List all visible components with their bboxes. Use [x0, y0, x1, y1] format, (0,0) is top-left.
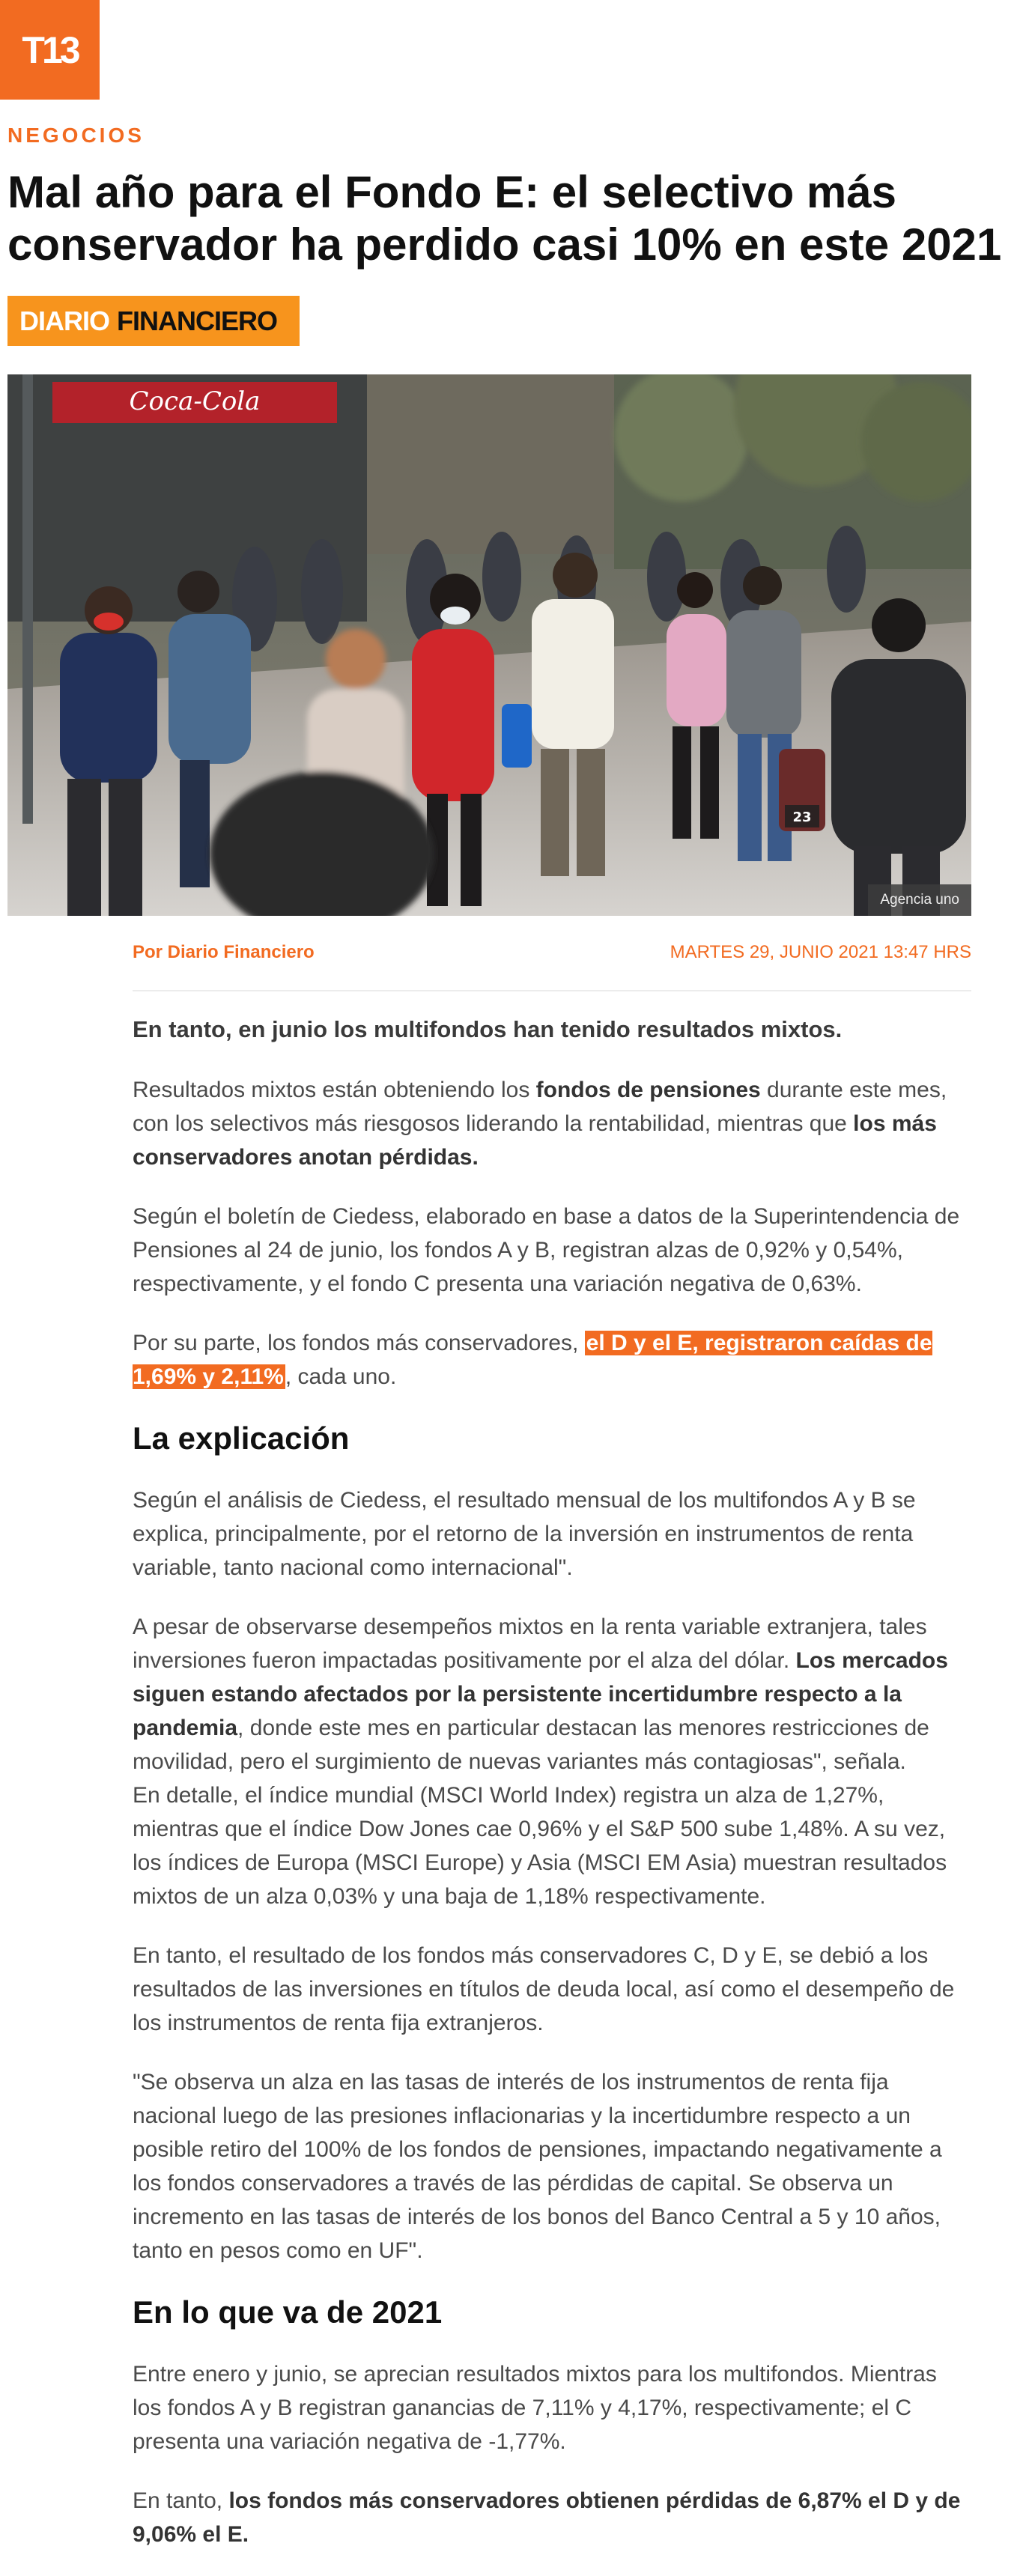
paragraph-1 — [133, 1073, 971, 1174]
article-lead: En tanto, en junio los multifondos han tenido resultados mixtos. — [133, 1016, 843, 1042]
article-meta — [133, 942, 971, 963]
section-label[interactable]: NEGOCIOS — [7, 124, 145, 147]
logo-text: T13 — [22, 28, 78, 71]
article-body — [133, 1012, 971, 2576]
p10-text-a: En tanto, — [133, 2488, 229, 2513]
paragraph-3 — [133, 1326, 971, 1394]
subheading-la-explicacion: La explicación — [133, 1421, 350, 1456]
p1-bold-b: fondos de pensiones — [535, 1078, 761, 1102]
author-link[interactable]: Por Diario Financiero — [133, 942, 315, 962]
paragraph-6: En detalle, el índice mundial (MSCI World Index) registra un alza de 1,27%, mientras que el índice Dow Jones cae 0,96% y el S&P 500 sube 1,48%. A su vez, los índices de Europa (MSCI Europe) y Asia (MSCI EM Asia) muestran resultados mixtos de un alza 0,03% y una baja de 1,18% respectivamente. — [133, 1783, 947, 1909]
source-badge — [7, 296, 300, 346]
p3-text-c: , cada uno. — [285, 1364, 397, 1389]
p5-text-a: A pesar de observarse desempeños mixtos en la renta variable extranjera, tales inversiones fueron impactadas positivamente por el alza del dólar. — [133, 1614, 927, 1673]
meta-divider — [133, 990, 971, 991]
bin-number: 23 — [792, 809, 812, 825]
site-logo[interactable] — [0, 0, 100, 100]
p10-bold-b: los fondos más conservadores obtienen pérdidas de 6,87% el D y de 9,06% el E. — [133, 2488, 961, 2547]
hero-photo — [7, 374, 971, 916]
source-badge-part1: DIARIO — [19, 305, 109, 336]
paragraph-10 — [133, 2484, 971, 2551]
article-headline: Mal año para el Fondo E: el selectivo más conservador ha perdido casi 10% en este 2021 — [7, 167, 1002, 270]
store-sign-left: Coca-Cola — [129, 386, 261, 416]
p1-text-c: durante este mes, con los selectivos más riesgosos liderando la rentabilidad, mientras que — [133, 1078, 947, 1136]
paragraph-8: "Se observa un alza en las tasas de interés de los instrumentos de renta fija nacional luego de las presiones inflacionarias y la incertidumbre respecto a un posible retiro del 100% de los fondos de pensiones, impactando negativamente a los fondos conservadores a través de las pérdidas de capital. Se observa un incremento en las tasas de interés de los bonos del Banco Central a 5 y 10 años, tanto en pesos como en UF". — [133, 2070, 942, 2263]
paragraph-4: Según el análisis de Ciedess, el resultado mensual de los multifondos A y B se explica, principalmente, por el retorno de la inversión en instrumentos de renta variable, tanto nacional como internacional". — [133, 1488, 916, 1580]
p3-highlight: el D y el E, registraron caídas de 1,69% y 2,11% — [133, 1331, 932, 1389]
p1-text-a: Resultados mixtos están obteniendo los — [133, 1078, 536, 1102]
p3-text-a: Por su parte, los fondos más conservadores, — [133, 1331, 585, 1355]
paragraph-9: Entre enero y junio, se aprecian resultados mixtos para los multifondos. Mientras los fondos A y B registran ganancias de 7,11% y 4,17%, respectivamente; el C presenta una variación negativa de -1,77%. — [133, 2362, 937, 2454]
publish-date: MARTES 29, JUNIO 2021 13:47 HRS — [670, 942, 971, 962]
paragraph-5 — [133, 1610, 971, 1778]
p5-bold-b: Los mercados siguen estando afectados por la persistente incertidumbre respecto a la pandemia — [133, 1648, 948, 1740]
paragraph-7: En tanto, el resultado de los fondos más conservadores C, D y E, se debió a los resultados de las inversiones en títulos de deuda local, así como el desempeño de los instrumentos de renta fija extranjeros. — [133, 1943, 955, 2035]
p1-bold-d: los más conservadores anotan pérdidas. — [133, 1111, 937, 1170]
photo-credit: Agencia uno — [868, 884, 971, 916]
paragraph-2: Según el boletín de Ciedess, elaborado en base a datos de la Superintendencia de Pensiones al 24 de junio, los fondos A y B, registran alzas de 0,92% y 0,54%, respectivamente, y el fondo C presenta una variación negativa de 0,63%. — [133, 1204, 960, 1296]
subheading-en-lo-que-va: En lo que va de 2021 — [133, 2294, 443, 2330]
source-badge-part2: FINANCIERO — [117, 305, 277, 336]
street-crowd-photo — [7, 374, 971, 916]
p5-text-c: , donde este mes en particular destacan las menores restricciones de movilidad, pero el surgimiento de nuevas variantes más contagiosas", señala. — [133, 1716, 929, 1774]
